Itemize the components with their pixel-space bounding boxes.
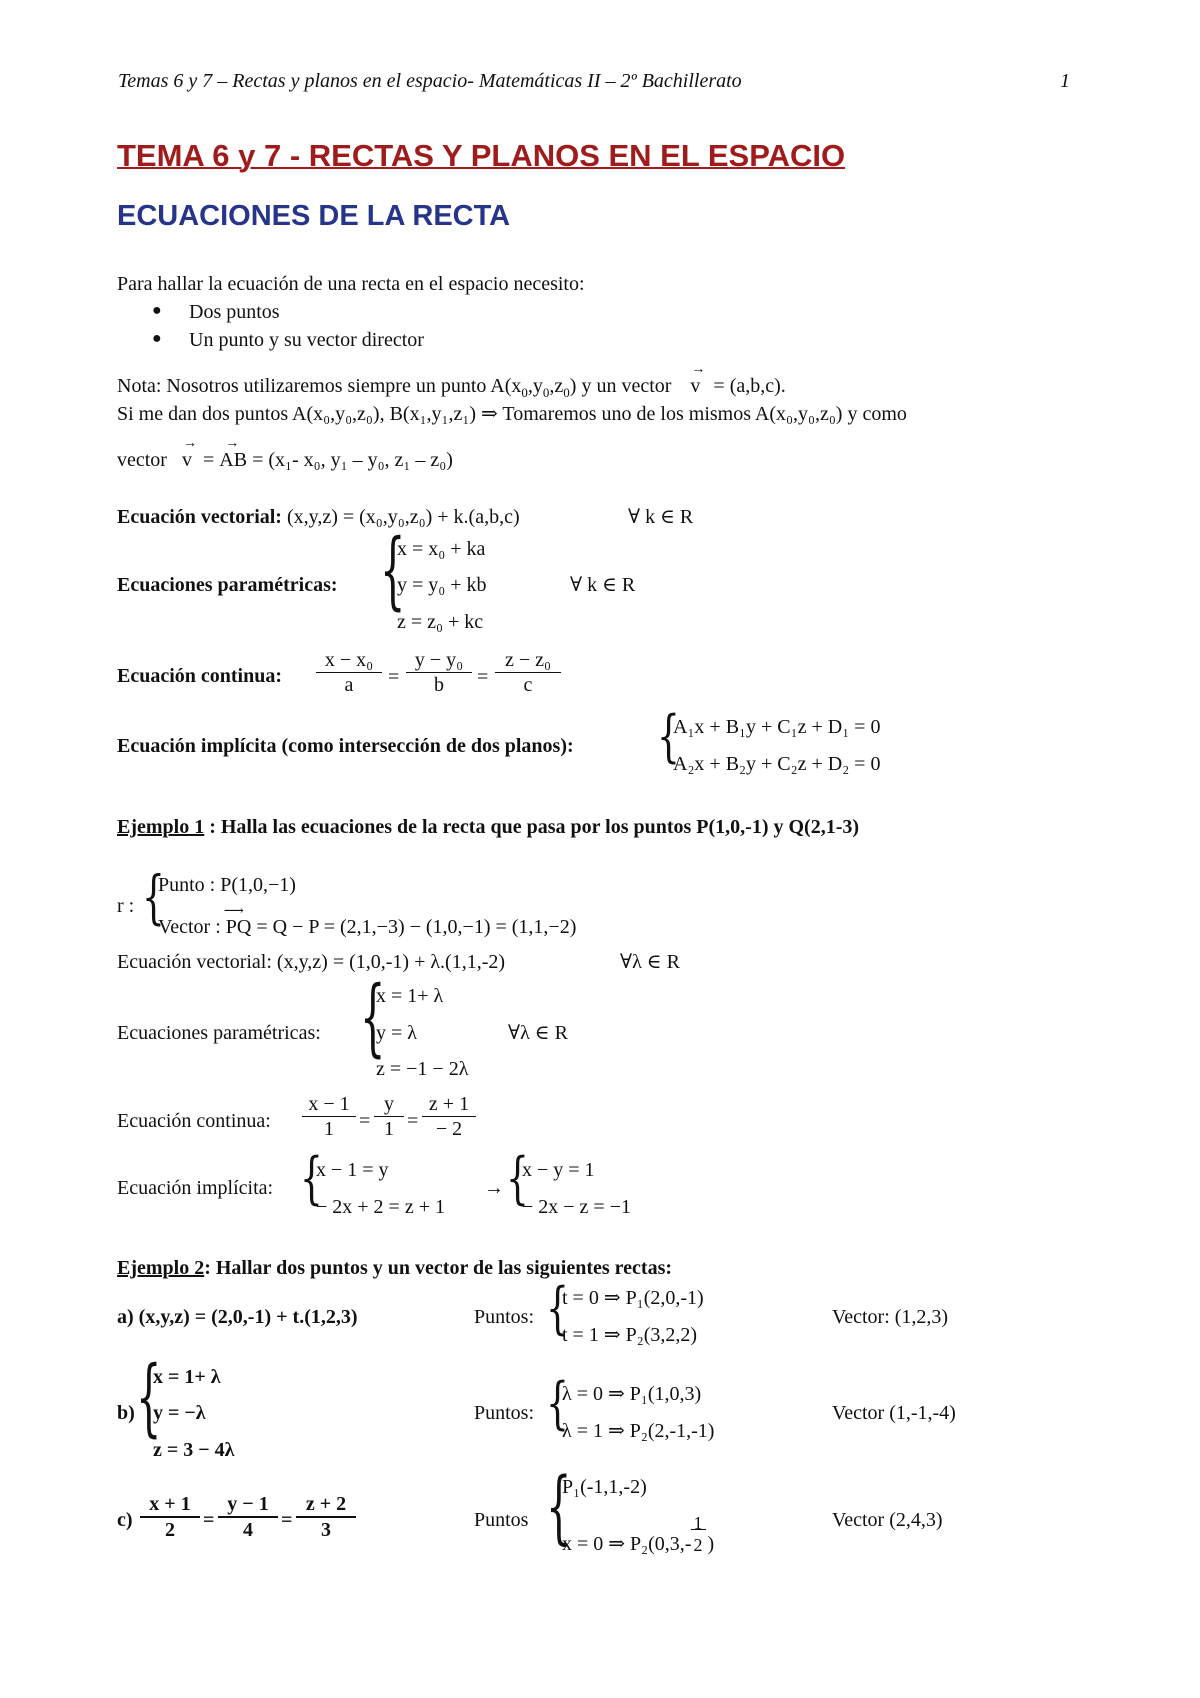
ex2-c-label [117, 1507, 133, 1533]
param-line [153, 1437, 235, 1463]
nota-line-3 [117, 436, 453, 473]
left-brace: { [506, 1148, 529, 1212]
punto-line: P₁(-1,1,-2) [562, 1476, 647, 1498]
param-line: y = y₀ + kb [397, 574, 487, 596]
fraction [140, 1492, 200, 1542]
numerator: y − y₀ [414, 649, 464, 671]
subscript: 0 [542, 385, 550, 400]
numerator: z + 2 [305, 1493, 347, 1515]
nota-text: = (a,b,c). [713, 375, 786, 397]
vector-v [181, 436, 197, 473]
quantifier: ∀λ ∈ R [508, 1022, 568, 1044]
quantifier: ∀λ ∈ R [620, 951, 680, 973]
form-label: Ecuación implícita (como intersección de dos planos): [117, 735, 574, 757]
impl-line: − 2x + 2 = z + 1 [316, 1196, 445, 1218]
fraction [422, 1092, 476, 1141]
left-brace: { [546, 1373, 569, 1437]
ex1-impl-label: Ecuación implícita: [117, 1177, 274, 1199]
denominator: − 2 [422, 1116, 476, 1141]
example-text: : Hallar dos puntos y un vector de las siguientes rectas: [204, 1257, 673, 1279]
fraction [374, 1092, 404, 1141]
vector-value: Vector (1,-1,-4) [832, 1402, 956, 1424]
vector-value: Vector (2,4,3) [832, 1509, 943, 1531]
numerator: y [384, 1093, 394, 1115]
vector-arrow-icon: → [691, 362, 706, 377]
param-line: y = λ [376, 1022, 417, 1044]
equals-sign: = [281, 1509, 293, 1531]
punto-text: x = 0 ⇒ P₂(0,3,- [562, 1533, 692, 1555]
formula: (x,y,z) = (x₀,y₀,z₀) + k.(a,b,c) [286, 506, 520, 528]
formula: a) (x,y,z) = (2,0,-1) + t.(1,2,3) [117, 1306, 358, 1328]
punto-line: Punto : P(1,0,−1) [158, 874, 296, 896]
ejemplo2-heading [117, 1255, 672, 1281]
denominator: 1 [374, 1116, 404, 1141]
example-text: : Halla las ecuaciones de la recta que pasa por los puntos P(1,0,-1) y Q(2,1-3) [204, 816, 860, 838]
nota-text: ) y un vector [569, 375, 672, 397]
quantifier: ∀ k ∈ R [628, 506, 694, 528]
denominator: 1 [302, 1116, 356, 1141]
numerator: x + 1 [149, 1493, 191, 1515]
form-label: Ecuación continua: [117, 665, 283, 687]
denominator: 2 [693, 1535, 703, 1555]
vector-arrow-icon: → [182, 436, 197, 451]
param-line: z = z₀ + kc [397, 611, 484, 633]
denominator: 2 [140, 1516, 200, 1542]
left-brace: { [136, 1350, 162, 1447]
form-label: Ecuaciones paramétricas: [117, 574, 338, 596]
left-brace: { [546, 1278, 569, 1342]
fraction [691, 1513, 707, 1555]
example-label: Ejemplo 1 [117, 816, 205, 838]
bullet-icon: ● [152, 330, 162, 347]
equals-sign: = [477, 666, 489, 688]
vectorial-row [117, 504, 520, 530]
implicit-line: A₂x + B₂y + C₂z + D₂ = 0 [673, 753, 881, 775]
numerator: z − z₀ [504, 649, 551, 671]
impl-line: − 2x − z = −1 [522, 1196, 631, 1218]
denominator: 3 [296, 1516, 356, 1542]
vector-symbol: PQ [225, 916, 252, 938]
subscript: 0 [563, 385, 570, 400]
left-brace: { [380, 523, 406, 620]
left-brace: { [360, 970, 386, 1067]
vector-value: Vector: (1,2,3) [832, 1306, 949, 1328]
vector-pq [223, 904, 252, 940]
nota-text: vector [117, 449, 167, 471]
nota-text: ,y [527, 375, 543, 397]
nota-line-2: Si me dan dos puntos A(x₀,y₀,z₀), B(x₁,y₁,z₁) ⇒ Tomaremos uno de los mismos A(x₀,y₀,z₀) y como [117, 403, 907, 425]
page-title: TEMA 6 y 7 - RECTAS Y PLANOS EN EL ESPACIO [117, 138, 846, 173]
ex1-vectorial: Ecuación vectorial: (x,y,z) = (1,0,-1) + λ.(1,1,-2) [117, 951, 506, 973]
puntos-label: Puntos [474, 1509, 529, 1531]
nota-text: = [202, 449, 215, 471]
bullet-item: Dos puntos [189, 301, 280, 323]
running-header: Temas 6 y 7 – Rectas y planos en el espacio- Matemáticas II – 2º Bachillerato [118, 70, 742, 92]
punto-text: ) [707, 1533, 715, 1555]
vector-symbol: v [690, 375, 701, 397]
punto-line: λ = 1 ⇒ P₂(2,-1,-1) [562, 1420, 715, 1442]
vector-v [690, 362, 706, 399]
numerator: x − 1 [308, 1093, 350, 1115]
left-brace: { [142, 866, 165, 932]
punto-line: t = 0 ⇒ P₁(2,0,-1) [562, 1287, 704, 1309]
param-line: x = 1+ λ [376, 985, 444, 1007]
formula: y = −λ [153, 1402, 206, 1424]
bullet-icon: ● [152, 302, 162, 319]
left-brace: { [546, 1462, 572, 1554]
vector-line [158, 904, 577, 940]
intro-text: Para hallar la ecuación de una recta en el espacio necesito: [117, 273, 585, 295]
denominator: c [495, 672, 561, 697]
nota-text: = (x₁- x₀, y₁ – y₀, z₁ – z₀) [252, 449, 453, 471]
numerator: 1 [693, 1513, 703, 1533]
impl-line: x − y = 1 [522, 1159, 595, 1181]
numerator: y − 1 [227, 1493, 269, 1515]
vector-symbol: v [181, 449, 192, 471]
vector-arrow-icon: ⟶ [223, 904, 242, 919]
denominator: a [316, 672, 382, 697]
fraction [406, 648, 472, 697]
bullet-item: Un punto y su vector director [189, 329, 424, 351]
fraction [218, 1492, 278, 1542]
implicit-label [117, 733, 574, 759]
nota-text: ,z [549, 375, 564, 397]
param-line: x = x₀ + ka [397, 538, 486, 560]
punto-line [562, 1513, 715, 1557]
fraction-bar [691, 1529, 706, 1530]
quantifier: ∀ k ∈ R [570, 574, 636, 596]
vector-ab [219, 436, 248, 473]
fraction [302, 1092, 356, 1141]
left-brace: { [300, 1148, 323, 1212]
equals-sign: = [203, 1509, 215, 1531]
param-line: z = −1 − 2λ [376, 1058, 469, 1080]
ex1-cont-label: Ecuación continua: [117, 1110, 271, 1132]
item-label: c) [117, 1509, 133, 1531]
vector-text: Vector : [158, 916, 221, 938]
denominator: 4 [218, 1516, 278, 1542]
formula: x = 1+ λ [153, 1366, 221, 1388]
ex1-param-label: Ecuaciones paramétricas: [117, 1022, 321, 1044]
denominator: b [406, 672, 472, 697]
param-label [117, 572, 338, 598]
equals-sign: = [407, 1110, 419, 1132]
vector-arrow-icon: → [225, 436, 240, 451]
item-label: b) [117, 1402, 135, 1424]
puntos-label: Puntos: [474, 1402, 535, 1424]
arrow-icon: → [484, 1177, 504, 1199]
page-number: 1 [1060, 70, 1070, 92]
left-brace: { [657, 706, 680, 770]
numerator: z + 1 [428, 1093, 470, 1115]
subscript: 0 [521, 385, 528, 400]
punto-line: λ = 0 ⇒ P₁(1,0,3) [562, 1383, 702, 1405]
equals-sign: = [359, 1110, 371, 1132]
section-title: ECUACIONES DE LA RECTA [117, 200, 511, 232]
ex2-a-eq [117, 1304, 358, 1330]
param-line [153, 1400, 206, 1426]
r-label: r : [117, 895, 135, 917]
implicit-line: A₁x + B₁y + C₁z + D₁ = 0 [673, 716, 881, 738]
formula: z = 3 − 4λ [153, 1439, 235, 1461]
vector-symbol: AB [219, 449, 248, 471]
cont-label [117, 663, 282, 689]
numerator: x − x₀ [324, 649, 374, 671]
ex2-b-label [117, 1400, 135, 1426]
example-label: Ejemplo 2 [117, 1257, 205, 1279]
param-line [153, 1364, 221, 1390]
fraction [495, 648, 561, 697]
ejemplo1-heading [117, 814, 859, 840]
equals-sign: = [388, 666, 400, 688]
puntos-label: Puntos: [474, 1306, 535, 1328]
impl-line: x − 1 = y [316, 1159, 389, 1181]
vector-text: = Q − P = (2,1,−3) − (1,0,−1) = (1,1,−2) [256, 916, 577, 938]
form-label: Ecuación vectorial: [117, 506, 282, 528]
nota-text: Nota: Nosotros utilizaremos siempre un punto A(x [117, 375, 522, 397]
punto-line: t = 1 ⇒ P₂(3,2,2) [562, 1324, 698, 1346]
fraction [316, 648, 382, 697]
fraction [296, 1492, 356, 1542]
